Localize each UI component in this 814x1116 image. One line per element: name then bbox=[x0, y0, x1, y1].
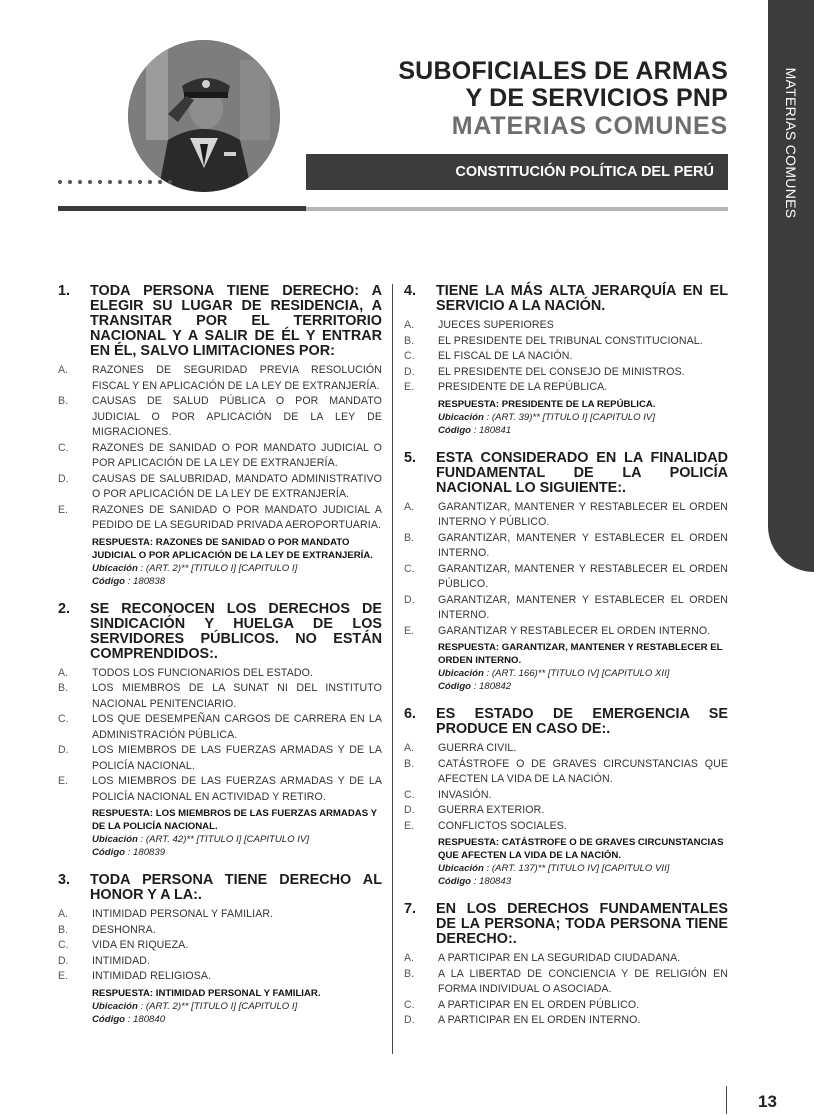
answer-option bbox=[404, 593, 728, 624]
question-code-value: : 180842 bbox=[473, 681, 512, 692]
header-rule-light bbox=[306, 207, 728, 211]
option-letter: D. bbox=[58, 954, 69, 967]
answer-option bbox=[404, 951, 728, 967]
answer-option bbox=[58, 907, 382, 923]
option-text: VIDA EN RIQUEZA. bbox=[92, 939, 189, 951]
option-text: CONFLICTOS SOCIALES. bbox=[438, 819, 567, 832]
answer-option bbox=[58, 681, 382, 712]
option-letter: A. bbox=[404, 319, 415, 331]
option-text: DESHONRA. bbox=[92, 923, 156, 936]
answer-option bbox=[58, 743, 382, 774]
option-letter: A. bbox=[58, 666, 69, 679]
reference-location-value: : (ART. 2)** [TITULO I] [CAPITULO I] bbox=[140, 562, 298, 574]
question-code-label: Código bbox=[438, 876, 472, 887]
footer-divider bbox=[726, 1086, 727, 1114]
option-letter: E. bbox=[404, 624, 415, 637]
reference-location-label: Ubicación bbox=[92, 562, 138, 574]
officer-illustration bbox=[128, 40, 280, 192]
answer-option bbox=[404, 788, 728, 804]
answer-option bbox=[58, 503, 382, 534]
question-code-value: : 180843 bbox=[473, 876, 512, 887]
option-text: INTIMIDAD PERSONAL Y FAMILIAR. bbox=[92, 908, 274, 920]
option-letter: D. bbox=[58, 744, 69, 756]
option-letter: E. bbox=[58, 503, 69, 516]
reference-location bbox=[92, 833, 382, 846]
option-letter: C. bbox=[404, 998, 415, 1011]
answer-option bbox=[58, 441, 382, 472]
question-heading bbox=[58, 602, 382, 662]
answer-option bbox=[404, 741, 728, 757]
option-letter: A. bbox=[58, 364, 69, 376]
option-letter: E. bbox=[404, 381, 415, 393]
option-letter: C. bbox=[404, 788, 415, 801]
option-letter: B. bbox=[404, 757, 415, 770]
reference-location-label: Ubicación bbox=[92, 834, 138, 845]
reference-location bbox=[438, 667, 728, 680]
question-heading bbox=[404, 707, 728, 737]
option-text: EL PRESIDENTE DEL TRIBUNAL CONSTITUCIONAL. bbox=[438, 334, 703, 347]
reference-location-value: : (ART. 39)** [TITULO I] [CAPITULO IV] bbox=[486, 411, 655, 423]
option-letter: B. bbox=[58, 682, 69, 694]
answer-option bbox=[58, 923, 382, 939]
question-heading bbox=[58, 284, 382, 359]
option-text: GARANTIZAR, MANTENER Y RESTABLECER EL ORDEN PÚBLICO. bbox=[438, 562, 728, 590]
question-heading bbox=[58, 873, 382, 903]
option-text: GUERRA CIVIL. bbox=[438, 742, 517, 754]
option-text: RAZONES DE SANIDAD O POR MANDATO JUDICIAL O POR APLICACIÓN DE LA LEY DE EXTRANJERÍA. bbox=[92, 441, 382, 469]
answer-option bbox=[58, 712, 382, 743]
question-block bbox=[58, 602, 382, 860]
answer-key: RESPUESTA: PRESIDENTE DE LA REPÚBLICA. bbox=[438, 398, 656, 410]
question-code-value: : 180841 bbox=[473, 424, 512, 436]
question-number: 5. bbox=[404, 449, 417, 466]
answer-option bbox=[404, 967, 728, 998]
question-code bbox=[92, 846, 382, 859]
answer-option bbox=[404, 562, 728, 593]
subject-banner: CONSTITUCIÓN POLÍTICA DEL PERÚ bbox=[306, 154, 728, 190]
question-text: TODA PERSONA TIENE DERECHO: A ELEGIR SU LUGAR DE RESIDENCIA, A TRANSITAR POR EL TERRITORIO NACIONAL Y A SALIR DE ÉL Y ENTRAR EN ÉL, SALVO LIMITACIONES POR: bbox=[90, 283, 382, 359]
option-letter: D. bbox=[404, 365, 415, 378]
decorative-dots bbox=[58, 180, 172, 184]
option-text: RAZONES DE SEGURIDAD PREVIA RESOLUCIÓN FISCAL Y EN APLICACIÓN DE LA LEY DE EXTRANJERÍA. bbox=[92, 364, 382, 392]
question-number: 2. bbox=[58, 600, 71, 617]
option-letter: C. bbox=[404, 562, 415, 575]
answer-option bbox=[404, 334, 728, 350]
question-code-label: Código bbox=[92, 575, 126, 587]
question-code-value: : 180838 bbox=[127, 575, 166, 587]
title-line-2: Y DE SERVICIOS PNP bbox=[465, 84, 728, 112]
answer-option bbox=[404, 819, 728, 835]
officer-saluting-photo bbox=[128, 40, 280, 192]
title-subject-area: MATERIAS COMUNES bbox=[451, 112, 728, 140]
question-text: EN LOS DERECHOS FUNDAMENTALES DE LA PERSONA; TODA PERSONA TIENE DERECHO:. bbox=[436, 901, 728, 947]
option-text: RAZONES DE SANIDAD O POR MANDATO JUDICIAL A PEDIDO DE LA SEGURIDAD PRIVADA AEROPORTUARIA. bbox=[92, 503, 382, 531]
option-text: LOS MIEMBROS DE LA SUNAT NI DEL INSTITUTO NACIONAL PENITENCIARIO. bbox=[92, 682, 382, 710]
option-letter: B. bbox=[404, 531, 415, 544]
option-letter: B. bbox=[404, 334, 415, 347]
question-code bbox=[92, 1013, 382, 1026]
answer-option bbox=[404, 318, 728, 334]
answer-option bbox=[404, 531, 728, 562]
question-code-value: : 180840 bbox=[127, 1013, 166, 1025]
question-number: 7. bbox=[404, 901, 417, 917]
reference-location-value: : (ART. 166)** [TITULO IV] [CAPITULO XII] bbox=[486, 668, 670, 679]
answer-option bbox=[58, 969, 382, 985]
option-letter: B. bbox=[58, 395, 69, 407]
option-letter: B. bbox=[58, 923, 69, 936]
column-divider bbox=[392, 284, 393, 1054]
question-code bbox=[438, 875, 728, 888]
answer-option bbox=[58, 472, 382, 503]
question-code-label: Código bbox=[438, 681, 472, 692]
reference-location bbox=[92, 1000, 382, 1013]
question-code-label: Código bbox=[438, 424, 472, 436]
answer-option bbox=[404, 624, 728, 640]
answer-option bbox=[58, 938, 382, 954]
question-number: 1. bbox=[58, 283, 71, 299]
question-code-label: Código bbox=[92, 847, 126, 858]
question-block bbox=[58, 284, 382, 588]
option-letter: C. bbox=[404, 350, 415, 362]
answer-option bbox=[58, 394, 382, 441]
question-code-value: : 180839 bbox=[127, 847, 166, 858]
option-text: GARANTIZAR, MANTENER Y RESTABLECER EL ORDEN INTERNO Y PÚBLICO. bbox=[438, 500, 728, 528]
answer-option bbox=[58, 954, 382, 970]
question-block bbox=[404, 707, 728, 888]
option-text: GARANTIZAR Y RESTABLECER EL ORDEN INTERNO. bbox=[438, 624, 711, 637]
option-text: LOS MIEMBROS DE LAS FUERZAS ARMADAS Y DE LA POLICÍA NACIONAL. bbox=[92, 744, 382, 772]
option-letter: E. bbox=[404, 819, 415, 832]
reference-location bbox=[92, 562, 382, 575]
answer-key: RESPUESTA: CATÁSTROFE O DE GRAVES CIRCUNSTANCIAS QUE AFECTEN LA VIDA DE LA NACIÓN. bbox=[438, 837, 724, 861]
reference-location bbox=[438, 862, 728, 875]
reference-location-value: : (ART. 42)** [TITULO I] [CAPITULO IV] bbox=[140, 834, 309, 845]
option-text: GARANTIZAR, MANTENER Y ESTABLECER EL ORDEN INTERNO. bbox=[438, 593, 728, 621]
option-text: A PARTICIPAR EN EL ORDEN PÚBLICO. bbox=[438, 998, 640, 1011]
question-text: ES ESTADO DE EMERGENCIA SE PRODUCE EN CASO DE:. bbox=[436, 706, 728, 737]
question-heading bbox=[404, 902, 728, 947]
reference-location-label: Ubicación bbox=[438, 863, 484, 874]
option-letter: C. bbox=[58, 441, 69, 454]
option-letter: C. bbox=[58, 939, 69, 951]
question-code bbox=[438, 680, 728, 693]
option-text: LOS QUE DESEMPEÑAN CARGOS DE CARRERA EN LA ADMINISTRACIÓN PÚBLICA. bbox=[92, 713, 382, 741]
option-text: A PARTICIPAR EN LA SEGURIDAD CIUDADANA. bbox=[438, 952, 681, 964]
answer-key: RESPUESTA: RAZONES DE SANIDAD O POR MANDATO JUDICIAL O POR APLICACIÓN DE LA LEY DE EXTRANJERÍA. bbox=[92, 536, 373, 561]
question-number: 6. bbox=[404, 706, 417, 722]
answer-option bbox=[404, 1013, 728, 1029]
question-heading bbox=[404, 451, 728, 496]
option-text: INTIMIDAD RELIGIOSA. bbox=[92, 970, 212, 982]
page-number: 13 bbox=[758, 1092, 777, 1111]
option-text: GUERRA EXTERIOR. bbox=[438, 804, 545, 816]
reference-location-label: Ubicación bbox=[92, 1000, 138, 1012]
answer-key: RESPUESTA: GARANTIZAR, MANTENER Y RESTABLECER EL ORDEN INTERNO. bbox=[438, 642, 723, 666]
answer-option bbox=[404, 757, 728, 788]
option-letter: A. bbox=[404, 742, 415, 754]
header-rule-dark bbox=[58, 206, 306, 211]
reference-location-label: Ubicación bbox=[438, 668, 484, 679]
answer-option bbox=[58, 363, 382, 394]
reference-location-value: : (ART. 137)** [TITULO IV] [CAPITULO VII] bbox=[486, 863, 670, 874]
option-letter: E. bbox=[58, 775, 69, 787]
question-heading bbox=[404, 284, 728, 314]
option-text: INVASIÓN. bbox=[438, 788, 492, 801]
option-text: JUECES SUPERIORES bbox=[438, 319, 554, 331]
option-letter: D. bbox=[404, 804, 415, 816]
option-text: LOS MIEMBROS DE LAS FUERZAS ARMADAS Y DE LA POLICÍA NACIONAL EN ACTIVIDAD Y RETIRO. bbox=[92, 775, 382, 803]
option-text: A PARTICIPAR EN EL ORDEN INTERNO. bbox=[438, 1014, 641, 1026]
option-letter: D. bbox=[404, 1014, 415, 1026]
question-block bbox=[404, 451, 728, 694]
option-letter: D. bbox=[58, 472, 69, 485]
header-title bbox=[398, 58, 728, 141]
question-code bbox=[438, 424, 728, 437]
answer-option bbox=[58, 774, 382, 805]
answer-option bbox=[58, 666, 382, 682]
question-number: 3. bbox=[58, 872, 71, 888]
option-text: A LA LIBERTAD DE CONCIENCIA Y DE RELIGIÓN EN FORMA INDIVIDUAL O ASOCIADA. bbox=[438, 967, 728, 995]
question-code bbox=[92, 575, 382, 588]
option-text: PRESIDENTE DE LA REPÚBLICA. bbox=[438, 381, 608, 393]
option-text: EL PRESIDENTE DEL CONSEJO DE MINISTROS. bbox=[438, 365, 685, 378]
answer-option bbox=[404, 365, 728, 381]
question-text: ESTA CONSIDERADO EN LA FINALIDAD FUNDAMENTAL DE LA POLICÍA NACIONAL LO SIGUIENTE:. bbox=[436, 449, 728, 496]
answer-option bbox=[404, 380, 728, 396]
reference-location-label: Ubicación bbox=[438, 411, 484, 423]
option-letter: A. bbox=[404, 500, 415, 513]
question-number: 4. bbox=[404, 283, 417, 299]
side-tab-label: MATERIAS COMUNES bbox=[783, 67, 799, 219]
question-text: TODA PERSONA TIENE DERECHO AL HONOR Y A LA:. bbox=[90, 872, 382, 903]
question-text: TIENE LA MÁS ALTA JERARQUÍA EN EL SERVICIO A LA NACIÓN. bbox=[436, 283, 728, 314]
reference-location-value: : (ART. 2)** [TITULO I] [CAPITULO I] bbox=[140, 1000, 298, 1012]
option-letter: C. bbox=[58, 713, 69, 725]
option-text: GARANTIZAR, MANTENER Y ESTABLECER EL ORDEN INTERNO. bbox=[438, 531, 728, 559]
answer-key: RESPUESTA: LOS MIEMBROS DE LAS FUERZAS ARMADAS Y DE LA POLICÍA NACIONAL. bbox=[92, 808, 377, 832]
option-letter: E. bbox=[58, 970, 69, 982]
option-text: CAUSAS DE SALUBRIDAD, MANDATO ADMINISTRATIVO O POR APLICACIÓN DE LA LEY DE EXTRANJERÍA. bbox=[92, 472, 382, 500]
option-letter: B. bbox=[404, 967, 415, 980]
option-letter: D. bbox=[404, 593, 415, 606]
question-block bbox=[58, 873, 382, 1026]
option-letter: A. bbox=[58, 908, 69, 920]
question-code-label: Código bbox=[92, 1013, 126, 1025]
option-text: CATÁSTROFE O DE GRAVES CIRCUNSTANCIAS QUE AFECTEN LA VIDA DE LA NACIÓN. bbox=[438, 757, 728, 785]
answer-option bbox=[404, 349, 728, 365]
option-text: CAUSAS DE SALUD PÚBLICA O POR MANDATO JUDICIAL O POR APLICACIÓN DE LA LEY DE MIGRACIONES. bbox=[92, 395, 382, 438]
answer-key: RESPUESTA: INTIMIDAD PERSONAL Y FAMILIAR. bbox=[92, 987, 321, 999]
option-text: EL FISCAL DE LA NACIÓN. bbox=[438, 350, 573, 362]
question-block bbox=[404, 284, 728, 437]
option-text: TODOS LOS FUNCIONARIOS DEL ESTADO. bbox=[92, 666, 314, 679]
question-text: SE RECONOCEN LOS DERECHOS DE SINDICACIÓN Y HUELGA DE LOS SERVIDORES PÚBLICOS. NO ESTÁN COMPRENDIDOS:. bbox=[90, 600, 382, 662]
right-column bbox=[404, 284, 728, 1043]
question-block bbox=[404, 902, 728, 1029]
option-letter: A. bbox=[404, 952, 415, 964]
left-column bbox=[58, 284, 382, 1040]
answer-option bbox=[404, 803, 728, 819]
title-line-1: SUBOFICIALES DE ARMAS bbox=[398, 57, 728, 85]
answer-option bbox=[404, 998, 728, 1014]
answer-option bbox=[404, 500, 728, 531]
option-text: INTIMIDAD. bbox=[92, 954, 151, 967]
reference-location bbox=[438, 411, 728, 424]
